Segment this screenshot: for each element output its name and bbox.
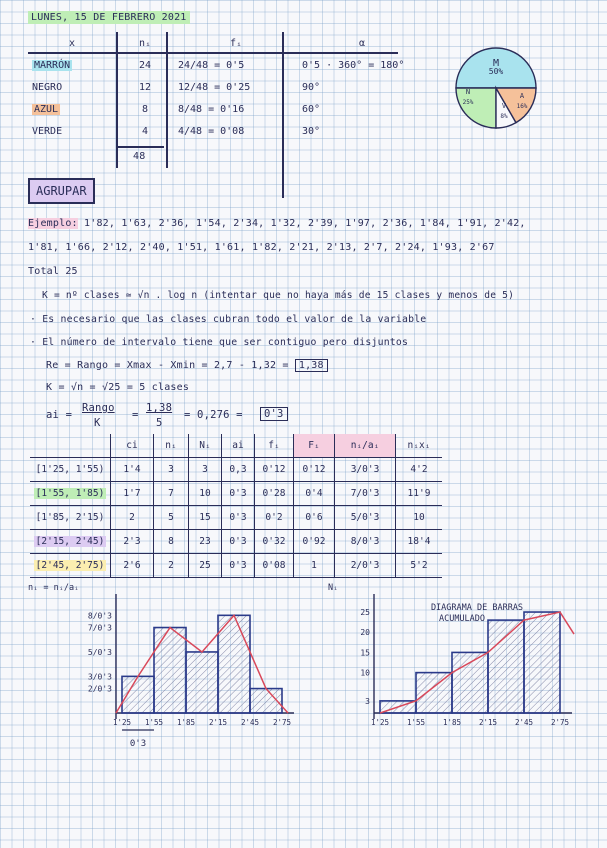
x-tick-label: 2'45 <box>240 718 260 727</box>
table2-cell: 0,3 <box>229 464 247 475</box>
table1-cell-alpha: 0'5 · 360° = 180° <box>302 59 405 71</box>
table2-cell: 7/0'3 <box>350 488 380 499</box>
table1-cell-ni: 8 <box>141 103 149 115</box>
table2-cell: 25 <box>199 560 211 571</box>
y-tick-label: 5/0'3 <box>87 647 112 657</box>
width-marker-label: 0'3 <box>129 739 147 749</box>
chart-title: DIAGRAMA DE BARRAS <box>430 603 524 613</box>
table1-cell-ni: 12 <box>138 81 152 93</box>
table-row <box>30 482 442 506</box>
ai-result: = 0,276 = <box>184 409 243 421</box>
table1-cell-fi: 4/48 = 0'08 <box>178 125 245 137</box>
ai-numerator: Rango <box>82 402 115 414</box>
x-tick-label: 1'85 <box>176 718 196 727</box>
table-row <box>30 458 442 482</box>
note-bullet-2: · El número de intervalo tiene que ser contiguo pero disjuntos <box>30 337 409 348</box>
table-row <box>28 98 426 120</box>
table-row <box>30 530 442 554</box>
table2-cell: 3 <box>202 464 208 475</box>
table2-header: ci <box>111 434 154 458</box>
table2-cell: 18'4 <box>407 536 431 547</box>
class-interval: [2'45, 2'75) <box>35 560 105 571</box>
date-heading: LUNES, 15 DE FEBRERO 2021 <box>28 11 190 24</box>
table1-header: x <box>68 37 76 49</box>
x-tick-label: 2'45 <box>514 718 534 727</box>
pie-percent: 50% <box>488 67 504 76</box>
pie-percent: 25% <box>462 99 474 106</box>
table2-header <box>30 434 111 458</box>
table2-cell: 2'6 <box>123 560 141 571</box>
example-total: Total 25 <box>28 266 78 277</box>
y-tick-label: 7/0'3 <box>87 623 112 633</box>
ai-denominator: K <box>94 417 101 429</box>
ai-result-box: 0'3 <box>260 407 288 421</box>
table2-cell: 3 <box>168 464 174 475</box>
x-tick-label: 1'55 <box>144 718 164 727</box>
table1-cell-ni: 4 <box>141 125 149 137</box>
table2-cell: 8/0'3 <box>350 536 380 547</box>
table1-total-rule <box>118 146 164 148</box>
table2-cell: 4'2 <box>410 464 428 475</box>
table2-cell: 23 <box>199 536 211 547</box>
table1-cell-fi: 24/48 = 0'5 <box>178 59 245 71</box>
table-row <box>30 554 442 578</box>
x-tick-label: 1'85 <box>442 718 462 727</box>
table2-header: ai <box>222 434 255 458</box>
y-tick-label: 2/0'3 <box>87 684 112 694</box>
x-tick-label: 2'15 <box>208 718 228 727</box>
table2-cell: 5 <box>168 512 174 523</box>
table2-cell: 5/0'3 <box>350 512 380 523</box>
table1-cell-x: VERDE <box>32 125 63 137</box>
table2-header: Nᵢ <box>189 434 222 458</box>
pie-chart <box>452 44 540 132</box>
table1-cell-alpha: 90° <box>302 81 321 93</box>
table1-header: α <box>358 37 366 49</box>
y-axis-label: Nᵢ <box>328 583 339 593</box>
table2-cell: 1'7 <box>123 488 141 499</box>
table2-cell: 2/0'3 <box>350 560 380 571</box>
table2-cell: 0'2 <box>265 512 283 523</box>
table1-cell-x: NEGRO <box>32 81 63 93</box>
table2-cell: 7 <box>168 488 174 499</box>
ai-denominator-2: 5 <box>156 417 163 429</box>
pie-label: A <box>519 92 525 100</box>
table2-cell: 1'4 <box>123 464 141 475</box>
x-tick-label: 2'15 <box>478 718 498 727</box>
pie-percent: 16% <box>516 103 528 110</box>
x-tick-label: 1'25 <box>370 718 390 727</box>
table1-cell-fi: 12/48 = 0'25 <box>178 81 251 93</box>
table-row <box>28 120 426 142</box>
example-line1 <box>28 218 526 229</box>
x-tick-label: 2'75 <box>272 718 292 727</box>
table2-cell: 2 <box>168 560 174 571</box>
table2-cell: 10 <box>199 488 211 499</box>
table2-cell: 5'2 <box>410 560 428 571</box>
range-result-box: 1,38 <box>295 359 328 372</box>
table1-total: 48 <box>133 151 146 162</box>
table2-cell: 8 <box>168 536 174 547</box>
table2-cell: 0'08 <box>262 560 286 571</box>
table1-cell-x: MARRÓN <box>34 59 71 71</box>
bar <box>524 612 560 713</box>
example-values-2: 1'81, 1'66, 2'12, 2'40, 1'51, 1'61, 1'82, 2'21, 2'13, 2'7, 2'24, 1'93, 2'67 <box>28 242 495 253</box>
k-rule: K = nº clases ≃ √n . log n (intentar que no haya más de 15 clases y menos de 5) <box>42 290 515 301</box>
class-interval: [1'55, 1'85) <box>35 488 105 499</box>
cumulative-bar-chart <box>322 578 602 758</box>
table1-cell-fi: 8/48 = 0'16 <box>178 103 245 115</box>
range-formula <box>46 360 328 371</box>
class-interval: [1'25, 1'55) <box>35 464 105 475</box>
bar <box>452 652 488 713</box>
x-tick-label: 1'55 <box>406 718 426 727</box>
table2-cell: 0'3 <box>229 536 247 547</box>
table-row <box>28 54 426 76</box>
table2-cell: 0'32 <box>262 536 286 547</box>
table-row <box>28 76 426 98</box>
table2-cell: 3/0'3 <box>350 464 380 475</box>
x-tick-label: 1'25 <box>112 718 132 727</box>
table2-header: nᵢ/aᵢ <box>335 434 396 458</box>
table2-header: fᵢ <box>255 434 294 458</box>
ai-equals: = <box>132 409 139 421</box>
table1-header: fᵢ <box>229 37 243 49</box>
example-values-1: 1'82, 1'63, 2'36, 1'54, 2'34, 1'32, 2'39, 1'97, 2'36, 1'84, 1'91, 2'42, <box>84 218 526 229</box>
range-text: Re = Rango = Xmax - Xmin = 2,7 - 1,32 = <box>46 360 289 371</box>
table1-cell-alpha: 30° <box>302 125 321 137</box>
note-bullet-1: · Es necesario que las clases cubran todo el valor de la variable <box>30 314 427 325</box>
y-tick-label: 8/0'3 <box>87 611 112 621</box>
y-axis-label: nᵢ = nᵢ/aᵢ <box>28 583 80 593</box>
table2-cell: 10 <box>413 512 425 523</box>
table1-cell-x: AZUL <box>34 103 59 115</box>
table1-cell-ni: 24 <box>138 59 152 71</box>
y-tick-label: 3 <box>365 696 370 706</box>
pie-label: V <box>501 102 507 110</box>
table2-header: nᵢ <box>154 434 189 458</box>
pie-percent: 8% <box>500 113 508 120</box>
table2-cell: 2'3 <box>123 536 141 547</box>
table1-divider <box>282 32 284 198</box>
table2-cell: 0'3 <box>229 488 247 499</box>
table2-cell: 1 <box>311 560 317 571</box>
ai-lhs: ai = <box>46 409 73 421</box>
y-tick-label: 15 <box>360 648 370 658</box>
bar <box>154 628 186 713</box>
table2-cell: 0'12 <box>262 464 286 475</box>
y-tick-label: 3/0'3 <box>87 672 112 682</box>
y-tick-label: 25 <box>360 608 370 618</box>
bar <box>488 620 524 713</box>
table2-cell: 0'28 <box>262 488 286 499</box>
y-tick-label: 20 <box>360 628 370 638</box>
pie-label: N <box>465 88 471 96</box>
bar <box>416 673 452 713</box>
table2-cell: 0'3 <box>229 560 247 571</box>
k-calculation: K = √n = √25 = 5 clases <box>46 382 190 393</box>
table2-cell: 0'12 <box>302 464 326 475</box>
example-label: Ejemplo: <box>28 218 78 229</box>
table1-cell-alpha: 60° <box>302 103 321 115</box>
chart-title: ACUMULADO <box>438 614 486 624</box>
table2-header: nᵢxᵢ <box>396 434 443 458</box>
table2-cell: 2 <box>129 512 135 523</box>
bar <box>218 615 250 713</box>
table-row <box>30 506 442 530</box>
x-tick-label: 2'75 <box>550 718 570 727</box>
ai-numerator-2: 1,38 <box>146 402 173 414</box>
histogram-chart <box>22 578 322 758</box>
table1-header: nᵢ <box>138 37 152 49</box>
agrupar-title: AGRUPAR <box>28 178 95 204</box>
pie-slice <box>456 88 496 128</box>
table2-cell: 11'9 <box>407 488 431 499</box>
class-interval: [2'15, 2'45) <box>35 536 105 547</box>
grouped-frequency-table <box>30 434 442 578</box>
table1-header-rule <box>28 52 398 54</box>
pie-label: M <box>492 58 500 69</box>
class-interval: [1'85, 2'15) <box>35 512 105 523</box>
table2-cell: 0'4 <box>305 488 323 499</box>
y-tick-label: 10 <box>360 668 370 678</box>
table2-header: Fᵢ <box>294 434 335 458</box>
color-frequency-table <box>28 32 426 142</box>
table2-cell: 0'92 <box>302 536 326 547</box>
bar <box>186 652 218 713</box>
table2-cell: 0'3 <box>229 512 247 523</box>
table2-cell: 0'6 <box>305 512 323 523</box>
table2-cell: 15 <box>199 512 211 523</box>
